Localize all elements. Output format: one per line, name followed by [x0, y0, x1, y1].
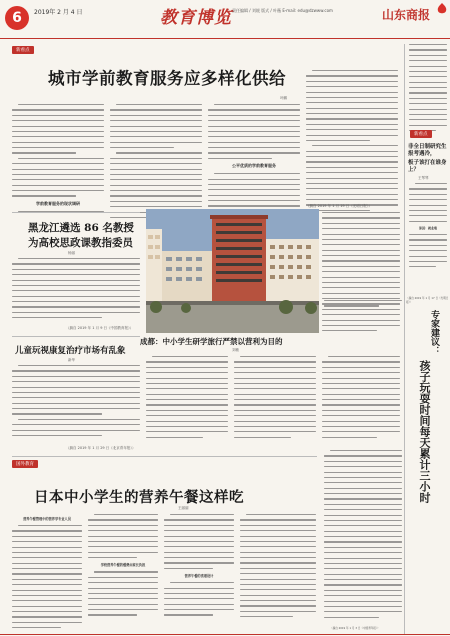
page-number-badge: 6: [5, 6, 29, 30]
japan-story-byline: 王丽丽: [178, 506, 189, 510]
japan-story-subhead: 营养午餐的食谱设计: [184, 574, 214, 579]
children-toy-text: [12, 365, 140, 443]
top-story-column: [306, 70, 398, 208]
section-divider: [12, 456, 317, 457]
photo-story-column: [322, 356, 400, 446]
right-story-headline: 非全日制研究生报考遇冷，: [408, 144, 447, 157]
right-column-text: [409, 44, 447, 126]
top-story-column: [110, 104, 202, 208]
photo-story-column: [146, 356, 228, 446]
photo-story-column: [234, 356, 316, 446]
campus-building-photo: [146, 209, 319, 333]
photo-story-byline: 刘敏: [232, 348, 239, 352]
japan-story-column: [88, 514, 158, 632]
photo-caption: 成都：中小学生研学旅行严禁以营利为目的: [140, 337, 283, 346]
top-story-subhead: 学前教育服务的现状调研: [36, 200, 80, 206]
top-story-subhead: 公平优质的学前教育服务: [232, 163, 276, 169]
right-story-text: [409, 183, 447, 293]
heilongjiang-headline: 黑龙江遴选 86 名教授: [28, 222, 134, 234]
story-tag: 国外教育: [12, 460, 38, 468]
newspaper-logo: 山东商报: [382, 8, 431, 22]
top-story-source: （摘自 2019 年 1 月 19 日《光明日报》）: [306, 204, 373, 208]
top-story-byline: 叶鹏: [280, 96, 287, 100]
children-toy-byline: 新华: [68, 358, 75, 362]
children-toy-headline: 儿童玩视康复治疗市场有乱象: [15, 346, 126, 356]
story-tag: 新看点: [410, 130, 432, 138]
column-divider: [404, 44, 405, 634]
editor-credits: 责任编辑 / 刘媛 版式 / 叶薇 E-mail: edu@dzwww.com: [232, 8, 333, 13]
story-tag: 新看点: [12, 46, 34, 54]
paper-emblem-icon: [436, 2, 448, 16]
expert-story-lead: 专家建议：: [429, 310, 439, 355]
section-title: 教育博览: [160, 8, 232, 28]
right-story-byline: 王琴琴: [418, 176, 429, 180]
japan-story-column: [12, 514, 82, 632]
right-story-source: （摘自 2019 年 1 月 17 日《光明日报》）: [406, 297, 449, 304]
heilongjiang-headline-2: 为高校思政课教指委员: [28, 237, 133, 249]
heilongjiang-text: [12, 258, 140, 326]
expert-story-text: [324, 450, 402, 630]
top-story-column: [12, 104, 104, 206]
expert-story-headline: 孩子玩耍时间每天累计三小时: [418, 360, 431, 503]
section-divider: [12, 336, 140, 337]
right-of-photo-text: [322, 212, 400, 332]
right-story-subhead: 原因：就业难: [418, 226, 437, 230]
page-bottom-border: [0, 634, 450, 635]
section-divider: [12, 212, 140, 213]
heilongjiang-byline: 杨丽: [68, 251, 75, 255]
expert-story-lead-text: [324, 300, 402, 310]
japan-story-headline: 日本中小学生的营养午餐这样吃: [34, 489, 244, 506]
japan-story-subhead: 学校营养午餐的餐费由家长负担: [100, 563, 146, 568]
issue-date: 2019年 2 月 4 日: [34, 9, 83, 16]
japan-story-subhead: 营养午餐管理中的营养学专业人员: [23, 517, 71, 521]
top-story-headline: 城市学前教育服务应多样化供给: [48, 69, 286, 88]
expert-story-source: （摘自 2019 年 1 月 3 日《中国青年报》）: [330, 627, 380, 630]
japan-story-column: [240, 514, 316, 632]
children-toy-source: （摘自 2019 年 1 月 29 日《北京青年报》）: [66, 446, 136, 450]
heilongjiang-source: （摘自 2019 年 1 月 9 日《中国教育报》）: [66, 326, 134, 330]
japan-story-column: [164, 514, 234, 632]
page-header: [0, 0, 450, 39]
right-story-headline-2: 板子该打在谁身上？: [408, 160, 447, 173]
top-story-column: [208, 104, 300, 208]
